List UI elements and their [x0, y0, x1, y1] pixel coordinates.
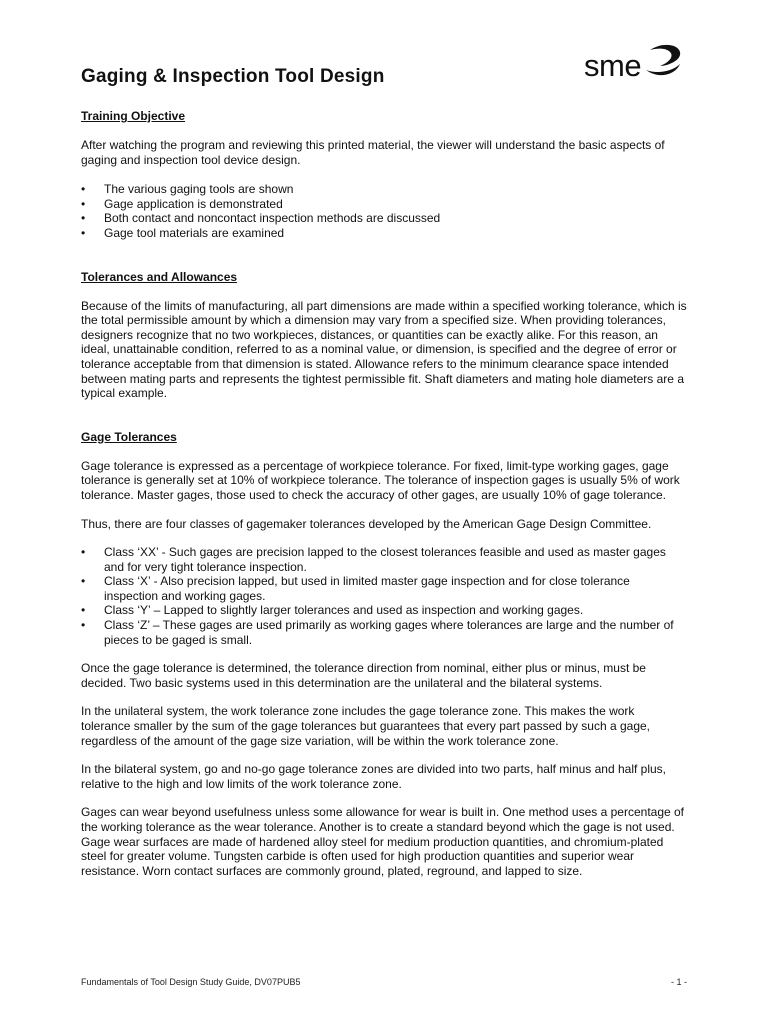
bullet-icon: •: [81, 603, 86, 618]
footer-title: Fundamentals of Tool Design Study Guide, DV07PUB5: [81, 977, 301, 987]
page-title: Gaging & Inspection Tool Design: [81, 66, 385, 87]
list-item: • Gage tool materials are examined: [81, 225, 285, 240]
logo-swoosh-icon: [620, 40, 684, 80]
list-item: • Class ‘Y’ – Lapped to slightly larger tolerances and used as inspection and working gages.: [81, 603, 584, 618]
list-item: • Class ‘Z’ – These gages are used primarily as working gages where tolerances are large and the number of pieces to be gaged is small.: [81, 618, 674, 647]
logo-text: sme: [584, 48, 642, 83]
training-objective-paragraph: After watching the program and reviewing this printed material, the viewer will understand the basic aspects of gaging and inspection tool device design.: [81, 138, 665, 167]
bullet-icon: •: [81, 225, 86, 240]
list-item: • Class ‘X’ - Also precision lapped, but used in limited master gage inspection and for close tolerance inspection and working gages.: [81, 574, 630, 603]
gage-paragraph-2: Thus, there are four classes of gagemaker tolerances developed by the American Gage Design Committee.: [81, 516, 652, 531]
bullet-icon: •: [81, 182, 86, 197]
document-body: [81, 108, 687, 878]
list-item: • The various gaging tools are shown: [81, 182, 294, 197]
list-item: • Both contact and noncontact inspection methods are discussed: [81, 211, 441, 226]
list-item: • Gage application is demonstrated: [81, 196, 283, 211]
gage-tolerances-heading: Gage Tolerances: [81, 429, 177, 444]
bullet-icon: •: [81, 545, 86, 560]
gage-paragraph-1: Gage tolerance is expressed as a percentage of workpiece tolerance. For fixed, limit-type working gages, gage tolerance is generally set at 10% of workpiece tolerance. The tolerance of inspection gages is usually 5% of work tolerance. Master gages, those used to check the accuracy of other gages, are usually 10% of gage tolerance.: [81, 458, 680, 502]
bullet-icon: •: [81, 574, 86, 589]
sme-logo: [584, 40, 684, 88]
page-number: - 1 -: [670, 977, 687, 987]
bullet-icon: •: [81, 211, 86, 226]
tolerances-heading: Tolerances and Allowances: [81, 269, 238, 284]
training-objective-heading: Training Objective: [81, 109, 186, 123]
gage-paragraph-3: Once the gage tolerance is determined, the tolerance direction from nominal, either plus or minus, must be decided. Two basic systems used in this determination are the unilateral and the bilateral systems.: [81, 661, 646, 690]
page-footer: [81, 977, 687, 987]
bullet-icon: •: [81, 618, 86, 633]
bullet-icon: •: [81, 196, 86, 211]
tolerances-paragraph: Because of the limits of manufacturing, all part dimensions are made within a specified working tolerance, which is the total permissible amount by which a dimension may vary from a specified size. When providing tolerances, designers recognize that no two workpieces, distances, or quantities can be exactly alike. For this reason, an ideal, unattainable condition, referred to as a nominal value, or dimension, is specified and the degree of error or tolerance acceptable from that dimension is stated. Allowance refers to the minimum clearance space intended between mating parts and represents the tightest permissible fit. Shaft diameters and mating hole diameters are a typical example.: [81, 298, 687, 401]
list-item: • Class ‘XX’ - Such gages are precision lapped to the closest tolerances feasible and used as master gages and for very tight tolerance inspection.: [81, 545, 666, 574]
gage-paragraph-4: In the unilateral system, the work tolerance zone includes the gage tolerance zone. This makes the work tolerance smaller by the sum of the gage tolerances but guarantees that every part passed by such a gage, regardless of the amount of the gage size variation, will be within the work tolerance zone.: [81, 704, 651, 748]
gage-classes-list: [81, 545, 687, 647]
training-objective-list: [81, 182, 687, 240]
gage-paragraph-5: In the bilateral system, go and no-go gage tolerance zones are divided into two parts, half minus and half plus, relative to the high and low limits of the work tolerance zone.: [81, 762, 667, 791]
gage-paragraph-6: Gages can wear beyond usefulness unless some allowance for wear is built in. One method uses a percentage of the working tolerance as the wear tolerance. Another is to create a standard beyond which the gage is not used. Gage wear surfaces are made of hardened alloy steel for medium production quantities, and chromium-plated steel for greater volume. Tungsten carbide is often used for high production quantities and superior wear resistance. Worn contact surfaces are commonly ground, plated, reground, and lapped to size.: [81, 805, 685, 878]
